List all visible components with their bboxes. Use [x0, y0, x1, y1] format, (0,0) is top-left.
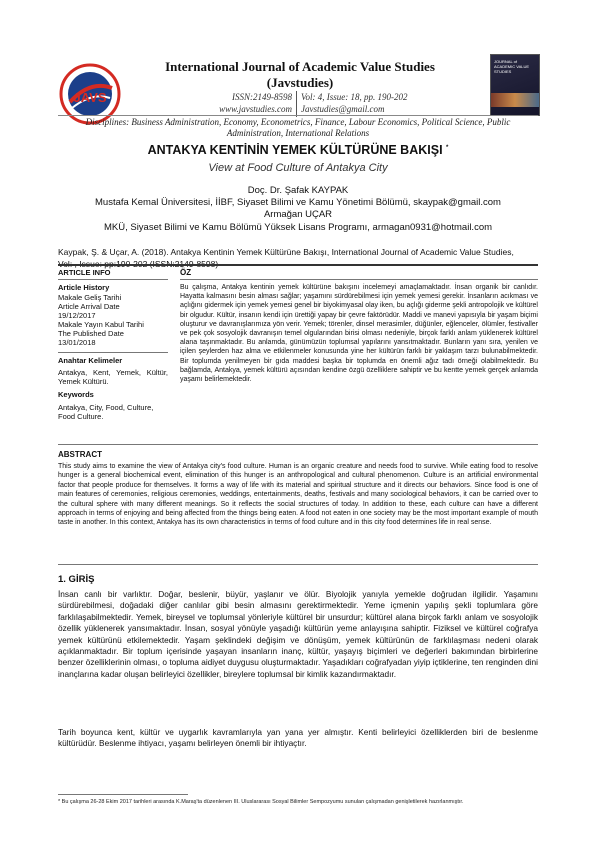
oz-text: Bu çalışma, Antakya kentinin yemek kültürüne bakışını incelemeyi amaçlamaktadır. İnsan organik bir canlıdır. Hayatta kalmasını besin alması sağlar; yaşamını sürdürebilmesi için yemek yemesi gerekir. İnsanların acıkması ve açlığını gidermek için yemek yemesi genel bir biyokimyasal olay iken, bu açlığı giderme şekli antropolojik ve kültürel bir olgudur. Kültür, insanın kendi için ürettiği yapay bir çevre faktörüdür. Maddi ve manevi yapısıyla bir yaşam biçimi oluşturur ve davranışlarımıza yön verir. Yemek; törenler, dinsel merasimler, düğünler, eğlenceler, ölümler, festivaller ve pek çok sosyolojik davranışın temel olgularından birisi olması nedeniyle, birçok farklı anlam yüklenerek kültürel alana taşınmaktadır. Bu anlamda, günümüzün toplumsal yapılarını yansıtmaktadır. Bunların yanı sıra, yenilen ve içilen şeylerden haz alma ve etkilenmeler konusunda yine her kültürün farklı bir yaklaşım tarzı bulunabilmektedir. Bir toplumda yenilmeyen bir gıda maddesi başka bir toplumda en önemli ağız tadı örneği olabilmektedir. Bu bağlamda, Antakya, yemek kültürü açısından kendine özgü özelliklere sahiptir ve bu kentte yemek gerçek anlamda yaşamı belirlemektedir.	[180, 284, 538, 384]
abstract-heading: ABSTRACT	[58, 450, 102, 459]
header-divider	[296, 91, 297, 117]
oz-heading: ÖZ	[180, 268, 192, 277]
citation-rule	[58, 264, 538, 266]
arrival-label-tr: Makale Geliş Tarihi	[58, 293, 122, 302]
kelimeler-list: Antakya, Kent, Yemek, Kültür, Yemek Kültürü.	[58, 368, 168, 386]
abstract-bottom-rule	[58, 564, 538, 565]
intro-paragraph-2: Tarih boyunca kent, kültür ve uygarlık kavramlarıyla yan yana yer almıştır. Kenti belirleyici özelliklerden biri de beslenme kültürüdür. Beslenme ihtiyacı, yaşamı belirleyen önemli bir ihtiyaçtır.	[58, 727, 538, 749]
cover-band	[491, 93, 539, 107]
title-footnote-mark[interactable]: *	[446, 144, 449, 151]
intro-paragraph-1: İnsan canlı bir varlıktır. Doğar, beslenir, büyür, yaşlanır ve ölür. Biyolojik yanıyla yemekle doğrudan ilgilidir. Yaşamını sürdürebilmesi, doğadaki diğer canlılar gibi besin almasını gerektirmektedir. Yeme içmenin yapılış şekli toplumlara göre farklılaşabilmektedir. Yemek, bireysel ve toplumsal yönleriyle kültürel bir unsurdur; kültürel alana birçok farklı anlam ve sosyolojik özellik yüklenerek yansımaktadır. İnsan, sosyal yönüyle yaşadığı kültürün yeme anlayışına sahiptir. Fiziksel ve kültürel coğrafya yemek kültürünü etkilemektedir. Yaşam şeklindeki değişim ve dönüşüm, yemek kültürünün de farklılaşması nedeni olarak açıklanmaktadır. Bir toplum içerisinde yaşayan insanların inanç, kültür, yaşayış biçimleri ve değerleri bakımından birbirlerine benzer özelliklerinin olması, o topluma aidiyet duygusu oluşturmaktadır. Yaşadıkları coğrafyadan yiyip içtiklerine, ten renginden dini inançlarına kadar oluşan belirleyici özellikler, bireylere toplumsal bir kimlik kazandırmaktadır.	[58, 589, 538, 679]
intro-heading: 1. GİRİŞ	[58, 574, 95, 585]
published-label-en: The Published Date	[58, 329, 124, 338]
svg-text:JAVS: JAVS	[73, 90, 107, 105]
citation: Kaypak, Ş. & Uçar, A. (2018). Antakya Kentinin Yemek Kültürüne Bakışı, International Journal of Academic Value Studies,	[58, 247, 514, 257]
journal-title-line2: (Javstudies)	[266, 75, 334, 90]
author-1: Doç. Dr. Şafak KAYPAK	[247, 185, 349, 196]
article-subtitle: View at Food Culture of Antakya City	[208, 162, 388, 174]
journal-email-link[interactable]: Javstudies@gmail.com	[301, 104, 385, 114]
journal-title-line1: International Journal of Academic Value Studies	[165, 59, 435, 74]
history-rule	[58, 352, 168, 353]
abstract-text: This study aims to examine the view of Antakya city's food culture. Human is an organic creature and needs food to survive. While eating food to resolve hunger is a general biochemical event, elimination of this hunger is an anthropological and cultural phenomenon. Culture is an artificial environmental factor that people produce for themselves. It forms a way of life with its material and spiritual structure and it directs our behaviors. Since food is one of main features of ceremonies, religious ceremonies, weddings, entertainments, deaths, festivals and many sociological behaviors, it can be carried over to the cultural sphere with many different meanings. So it reflects the social structures of today. In addition to these, each culture can have a different approach in terms of enjoying and being affected from the things being eaten. A food not eaten in one society may be the most important example of mouth taste in another. In this context, Antakya has its own characteristics in terms of food culture and in this city food determines life in real sense.	[58, 463, 538, 527]
header-rule	[58, 115, 538, 116]
article-title-text: ANTAKYA KENTİNİN YEMEK KÜLTÜRÜNE BAKIŞI	[147, 143, 443, 157]
footnote-rule	[58, 794, 188, 795]
oz-rule	[180, 279, 538, 280]
abstract-top-rule	[58, 444, 538, 445]
journal-title	[130, 59, 470, 91]
published-label-tr: Makale Yayın Kabul Tarihi	[58, 320, 144, 329]
journal-issn: ISSN:2149-8598	[232, 92, 292, 102]
published-date: 13/01/2018	[58, 338, 96, 347]
kelimeler-heading: Anahtar Kelimeler	[58, 356, 123, 365]
article-info-rule	[58, 279, 168, 280]
journal-volume: Vol: 4, Issue: 18, pp. 190-202	[301, 92, 408, 102]
article-title	[58, 143, 538, 157]
journal-cover-image	[490, 54, 540, 116]
arrival-label-en: Article Arrival Date	[58, 302, 120, 311]
journal-disciplines: Disciplines: Business Administration, Economy, Econometrics, Finance, Labour Economics, Political Science, Public Administration, International Relations	[85, 117, 511, 138]
author-1-affiliation: Mustafa Kemal Üniversitesi, İİBF, Siyaset Bilimi ve Kamu Yönetimi Bölümü, skaypak@gmail.com	[95, 197, 501, 208]
article-info-heading: ARTICLE INFO	[58, 268, 111, 277]
arrival-date: 19/12/2017	[58, 311, 96, 320]
article-history-heading: Article History	[58, 283, 110, 292]
cover-title: JOURNAL of ACADEMIC VALUE STUDIES	[494, 59, 530, 74]
keywords-heading: Keywords	[58, 390, 94, 399]
journal-website-link[interactable]: www.javstudies.com	[219, 104, 292, 114]
author-2: Armağan UÇAR	[263, 209, 333, 220]
author-2-affiliation: MKÜ, Siyaset Bilimi ve Kamu Bölümü Yüksek Lisans Programı, armagan0931@hotmail.com	[103, 222, 493, 233]
keywords-list: Antakya, City, Food, Culture, Food Culture.	[58, 403, 154, 421]
footnote: * Bu çalışma 26-28 Ekim 2017 tarihleri arasında K.Maraş'ta düzenlenen III. Uluslararası Sosyal Bilimler Sempozyumu sunulan çalışmadan genişletilerek hazırlanmıştır.	[58, 799, 464, 805]
